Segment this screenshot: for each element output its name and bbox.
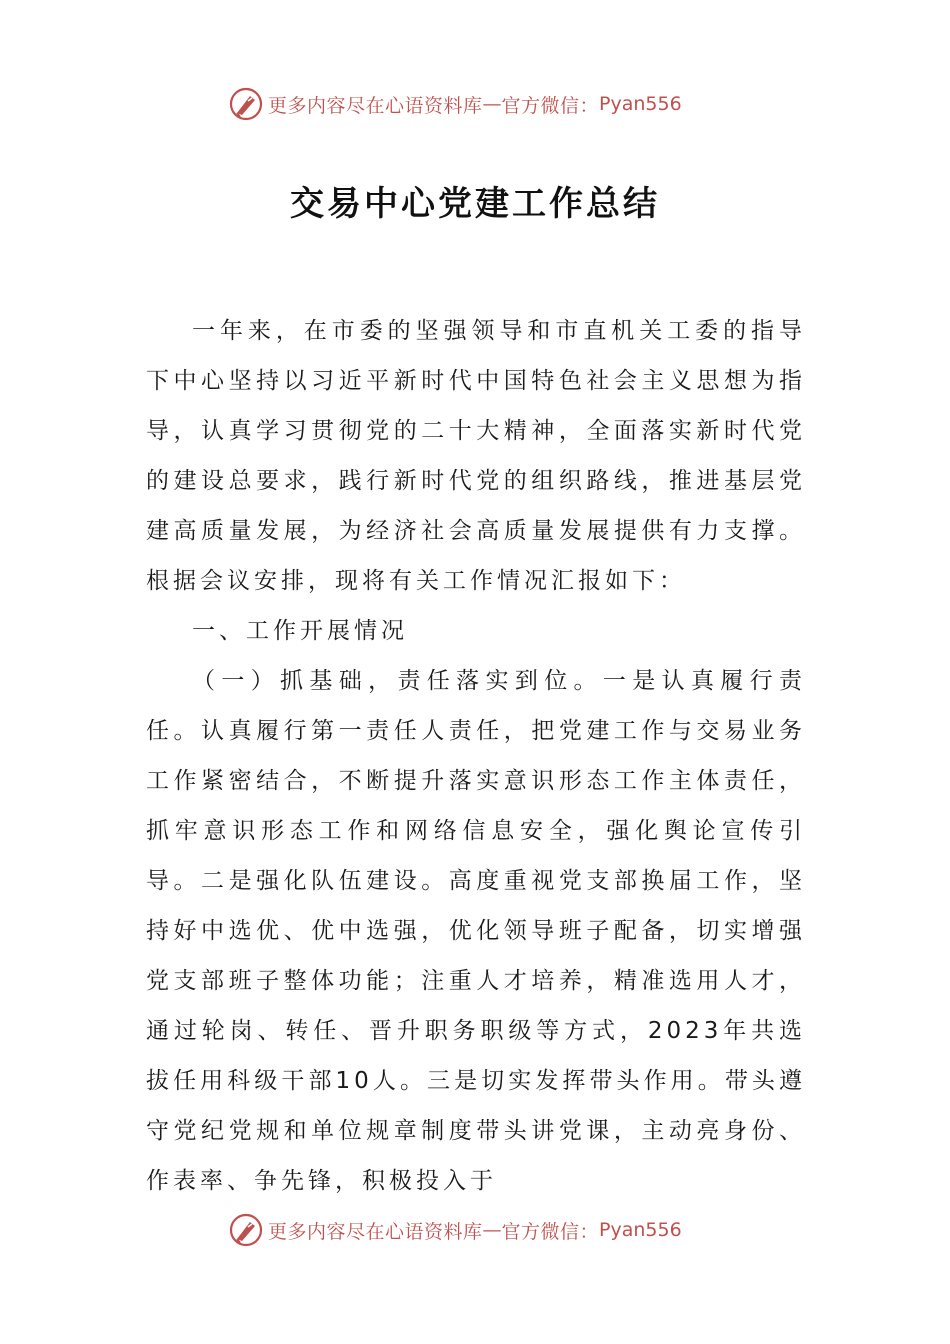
document-title: 交易中心党建工作总结 xyxy=(290,184,660,224)
watermark-footer xyxy=(228,1210,748,1250)
watermark-official: 官方微信： xyxy=(501,94,600,117)
watermark-dash: — xyxy=(482,1219,502,1241)
document-body xyxy=(146,306,806,1206)
watermark-official: 官方微信： xyxy=(501,1220,600,1243)
watermark-handle: Pyan556 xyxy=(599,1219,682,1241)
watermark-header xyxy=(228,84,748,124)
paragraph-intro: 一年来，在市委的坚强领导和市直机关工委的指导下中心坚持以习近平新时代中国特色社会主义思想为指导，认真学习贯彻党的二十大精神，全面落实新时代党的建设总要求，践行新时代党的组织路线，推进基层党建高质量发展，为经济社会高质量发展提供有力支撑。根据会议安排，现将有关工作情况汇报如下： xyxy=(146,318,806,594)
section-heading: 一、工作开展情况 xyxy=(192,618,408,644)
paragraph-section-1: （一）抓基础，责任落实到位。一是认真履行责任。认真履行第一责任人责任，把党建工作与交易业务工作紧密结合，不断提升落实意识形态工作主体责任，抓牢意识形态工作和网络信息安全，强化舆论宣传引导。二是强化队伍建设。高度重视党支部换届工作，坚持好中选优、优中选强，优化领导班子配备，切实增强党支部班子整体功能；注重人才培养，精准选用人才，通过轮岗、转任、晋升职务职级等方式，2023年共选拔任用科级干部10人。三是切实发挥带头作用。带头遵守党纪党规和单位规章制度带头讲党课，主动亮身份、作表率、争先锋，积极投入于 xyxy=(146,668,806,1194)
pen-nib-logo-icon xyxy=(228,86,264,122)
pen-nib-logo-icon xyxy=(228,1212,264,1248)
watermark-text: 更多内容尽在心语资料库 xyxy=(268,1220,483,1243)
watermark-handle: Pyan556 xyxy=(599,93,682,115)
watermark-text: 更多内容尽在心语资料库 xyxy=(268,94,483,117)
watermark-dash: — xyxy=(482,93,502,115)
